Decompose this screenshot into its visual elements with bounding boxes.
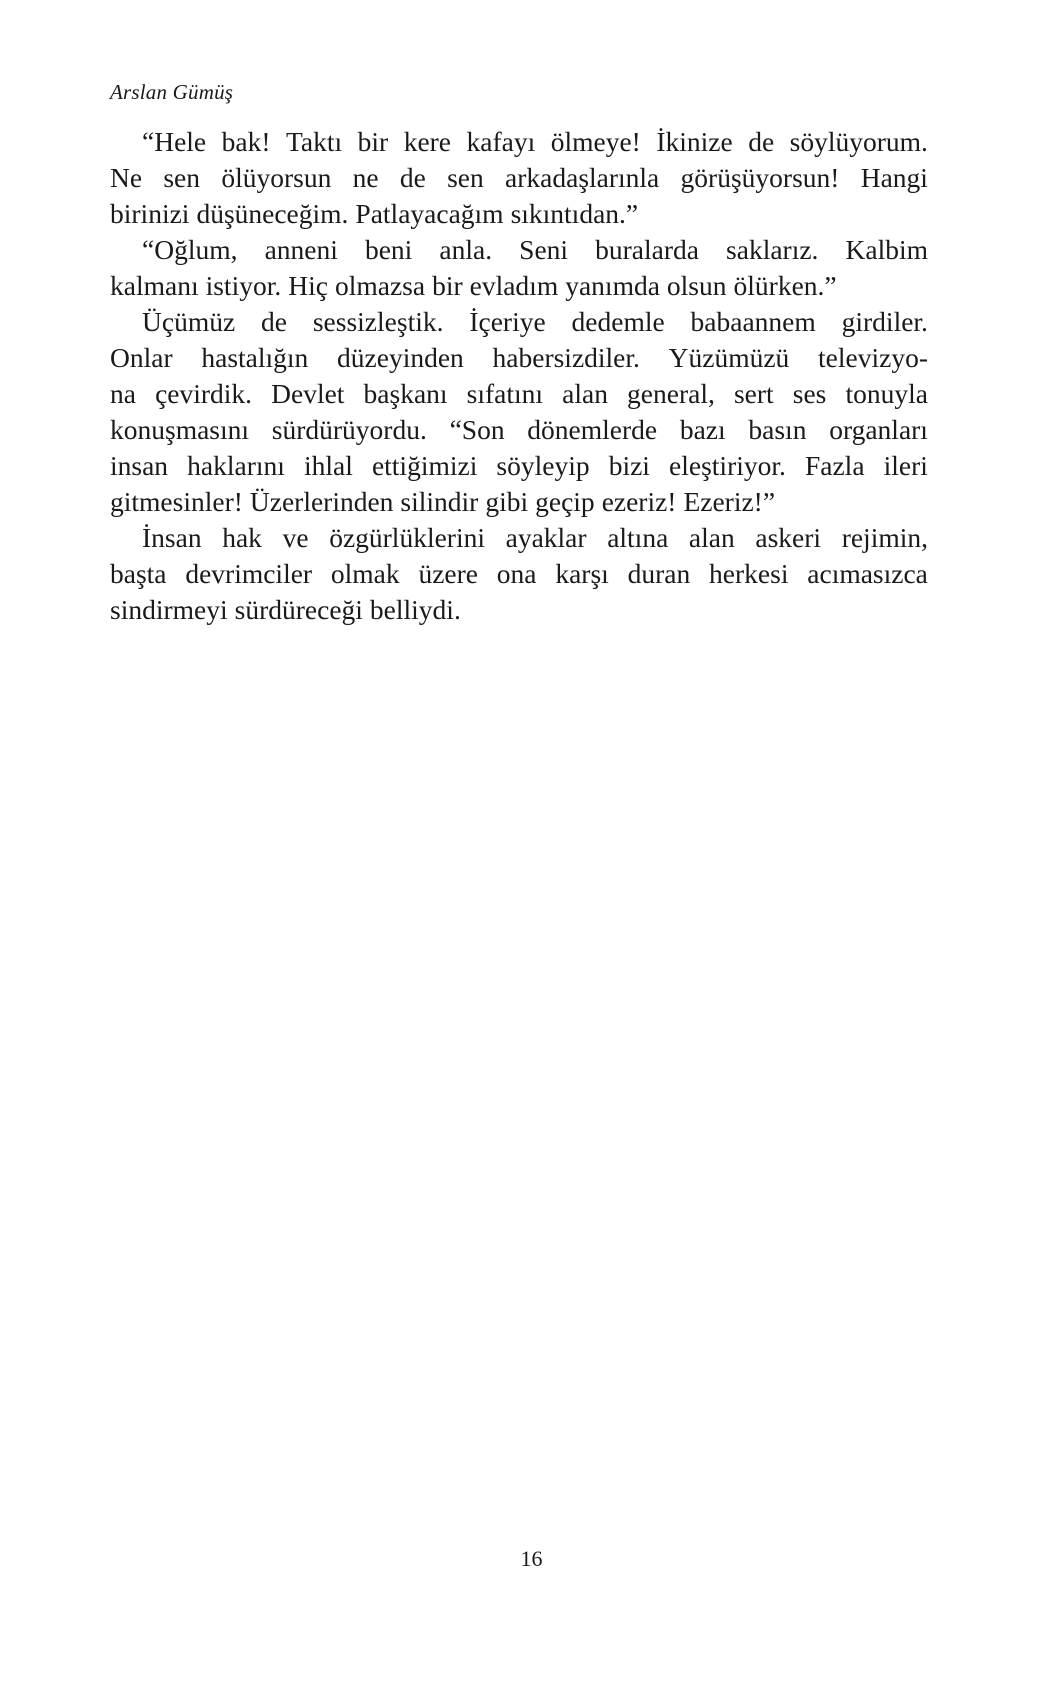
text-line: “Oğlum, anneni beni anla. Seni buralarda saklarız. Kalbim <box>142 234 928 265</box>
text-line: başta devrimciler olmak üzere ona karşı duran herkesi acımasızca <box>110 558 928 589</box>
text-line: birinizi düşüneceğim. Patlayacağım sıkıntıdan.” <box>110 198 639 229</box>
text-line: konuşmasını sürdürüyordu. “Son dönemlerde bazı basın organları <box>110 414 928 445</box>
text-line: insan haklarını ihlal ettiğimizi söyleyip bizi eleştiriyor. Fazla ileri <box>110 450 928 481</box>
text-line: İnsan hak ve özgürlüklerini ayaklar altına alan askeri rejimin, <box>142 522 928 553</box>
text-line: gitmesinler! Üzerlerinden silindir gibi geçip ezeriz! Ezeriz!” <box>110 486 776 517</box>
text-line: Üçümüz de sessizleştik. İçeriye dedemle babaannem girdiler. <box>142 306 928 337</box>
paragraph <box>110 304 928 520</box>
page-number: 16 <box>520 1546 543 1571</box>
paragraph <box>110 124 928 232</box>
text-line: Ne sen ölüyorsun ne de sen arkadaşlarınla görüşüyorsun! Hangi <box>110 162 928 193</box>
text-line: “Hele bak! Taktı bir kere kafayı ölmeye! İkinize de söylüyorum. <box>142 126 928 157</box>
paragraph <box>110 520 928 628</box>
text-line: kalmanı istiyor. Hiç olmazsa bir evladım yanımda olsun ölürken.” <box>110 270 837 301</box>
text-body <box>110 124 928 628</box>
running-header-author: Arslan Gümüş <box>110 80 234 104</box>
text-line: na çevirdik. Devlet başkanı sıfatını alan general, sert ses tonuyla <box>110 378 928 409</box>
paragraph <box>110 232 928 304</box>
text-line: sindirmeyi sürdüreceği belliydi. <box>110 594 461 625</box>
text-line: Onlar hastalığın düzeyinden habersizdiler. Yüzümüzü televizyo- <box>110 342 928 373</box>
